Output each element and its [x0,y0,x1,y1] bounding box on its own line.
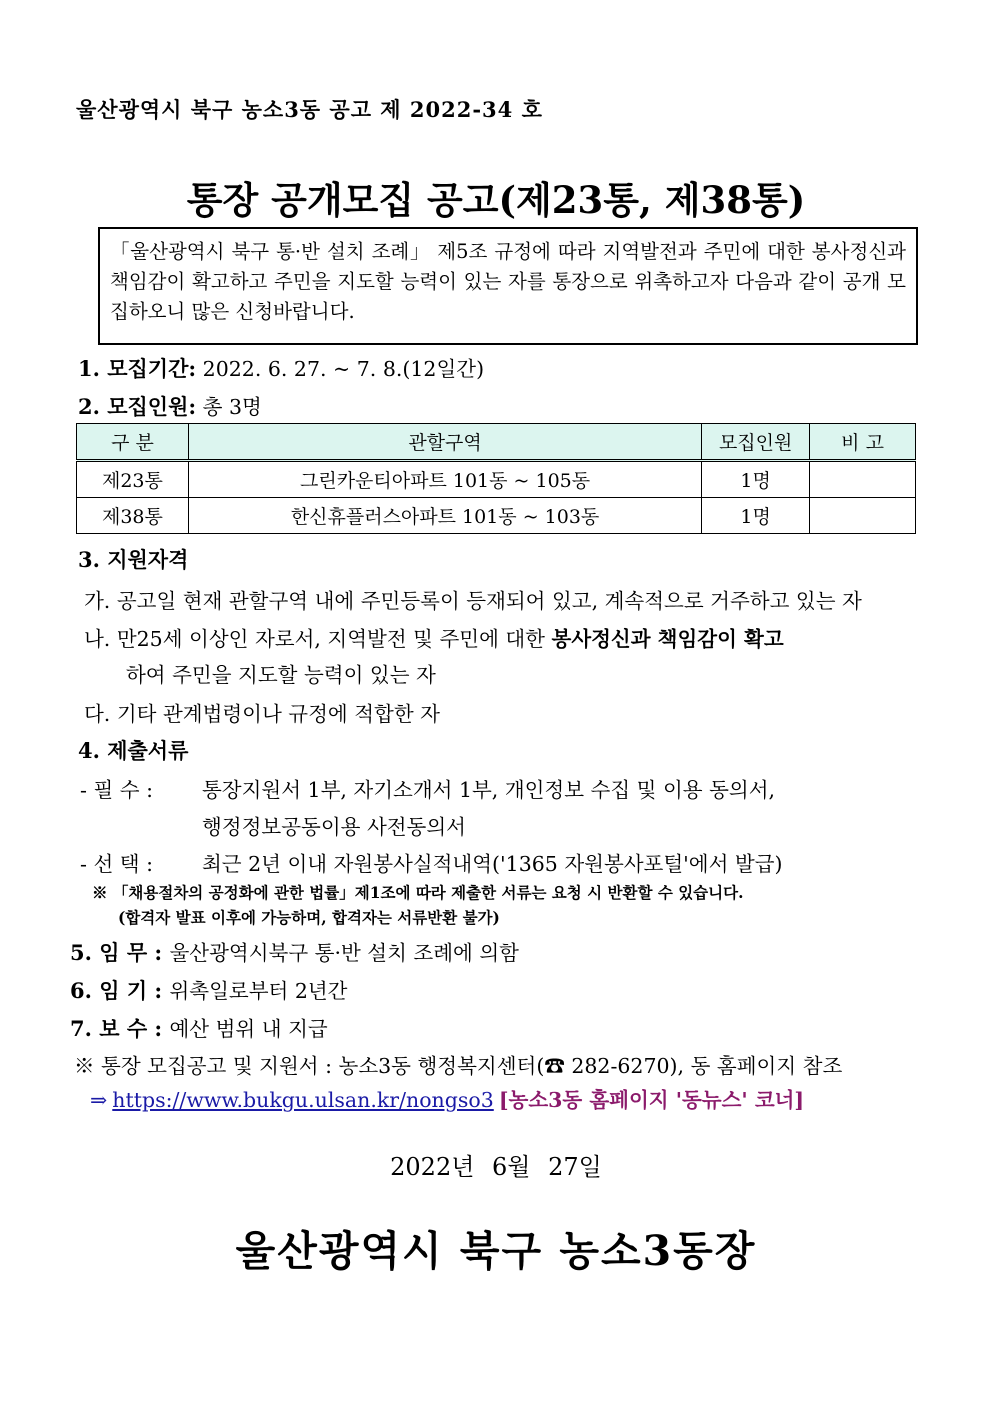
reference-link-line [90,1083,804,1113]
notice-date: 2022년 6월 27일 [390,1153,602,1181]
section-term [70,974,347,1005]
section-qualification-label: 3. 지원자격 [78,547,189,572]
table-cell [810,498,916,534]
qualification-item-na-text: 나. 만25세 이상인 자로서, 지역발전 및 주민에 대한 [84,627,552,651]
documents-optional-text: 최근 2년 이내 자원봉사실적내역('1365 자원봉사포털'에서 발급) [202,852,783,876]
section-documents-label: 4. 제출서류 [78,738,189,763]
section-period [78,352,484,383]
table-cell: 1명 [702,461,810,498]
homepage-note: [농소3동 홈페이지 '동뉴스' 코너] [498,1088,805,1112]
table-header-cell: 모집인원 [702,424,810,461]
section-pay-label: 7. 보 수 : [70,1016,163,1041]
intro-box: 「울산광역시 북구 통·반 설치 조례」 제5조 규정에 따라 지역발전과 주민에 대한 봉사정신과 책임감이 확고하고 주민을 지도할 능력이 있는 자를 통장으로 위촉하고자 다음과 같이 공개 모집하오니 많은 신청바랍니다. [98,227,918,345]
recruitment-table [76,423,916,534]
qualification-item-da: 다. 기타 관계법령이나 규정에 적합한 자 [84,702,440,726]
table-header-cell: 구 분 [77,424,189,461]
reference-text: ※ 통장 모집공고 및 지원서 : 농소3동 행정복지센터(☎ 282-6270), 동 홈페이지 참조 [74,1054,843,1078]
qualification-item-ga: 가. 공고일 현재 관할구역 내에 주민등록이 등재되어 있고, 계속적으로 거주하고 있는 자 [84,589,862,613]
qualification-item-na [84,622,784,652]
table-header-row [77,424,916,461]
section-period-label: 1. 모집기간: [78,356,197,381]
table-cell: 제38통 [77,498,189,534]
table-cell: 그린카운티아파트 101동 ~ 105동 [188,461,701,498]
table-cell: 제23통 [77,461,189,498]
documents-required-label: - 필 수 : [80,778,153,802]
table-row [77,498,916,534]
documents-required-line2: 행정정보공동이용 사전동의서 [202,815,466,839]
section-period-value: 2022. 6. 27. ~ 7. 8.(12일간) [196,357,485,381]
section-pay [70,1012,328,1043]
homepage-link[interactable]: https://www.bukgu.ulsan.kr/nongso3 [112,1088,494,1112]
documents-note-2: (합격자 발표 이후에 가능하며, 합격자는 서류반환 불가) [118,908,500,927]
section-headcount [78,390,262,421]
section-term-value: 위촉일로부터 2년간 [169,979,348,1003]
qualification-item-na-emphasis: 봉사정신과 책임감이 확고 [551,627,784,651]
qualification-item-na-cont: 하여 주민을 지도할 능력이 있는 자 [126,663,436,687]
table-cell [810,461,916,498]
section-headcount-label: 2. 모집인원: [78,394,197,419]
section-pay-value: 예산 범위 내 지급 [169,1017,328,1041]
notice-number: 울산광역시 북구 농소3동 공고 제 2022-34 호 [76,97,543,122]
table-header-cell: 관할구역 [188,424,701,461]
table-cell: 1명 [702,498,810,534]
section-headcount-value: 총 3명 [196,395,262,419]
page-title: 통장 공개모집 공고(제23통, 제38통) [186,178,806,222]
section-term-label: 6. 임 기 : [70,978,163,1003]
table-row [77,461,916,498]
section-duty [70,936,519,967]
documents-optional-label: - 선 택 : [80,852,153,876]
signer-name: 울산광역시 북구 농소3동장 [235,1227,757,1275]
section-duty-label: 5. 임 무 : [70,940,163,965]
table-cell: 한신휴플러스아파트 101동 ~ 103동 [188,498,701,534]
section-duty-value: 울산광역시북구 통·반 설치 조례에 의함 [169,941,519,965]
arrow-icon: ⇒ [90,1088,108,1112]
documents-note-1: ※ 「채용절차의 공정화에 관한 법률」제1조에 따라 제출한 서류는 요청 시 반환할 수 있습니다. [92,883,744,902]
documents-required-line1: 통장지원서 1부, 자기소개서 1부, 개인정보 수집 및 이용 동의서, [202,778,776,802]
table-header-cell: 비 고 [810,424,916,461]
